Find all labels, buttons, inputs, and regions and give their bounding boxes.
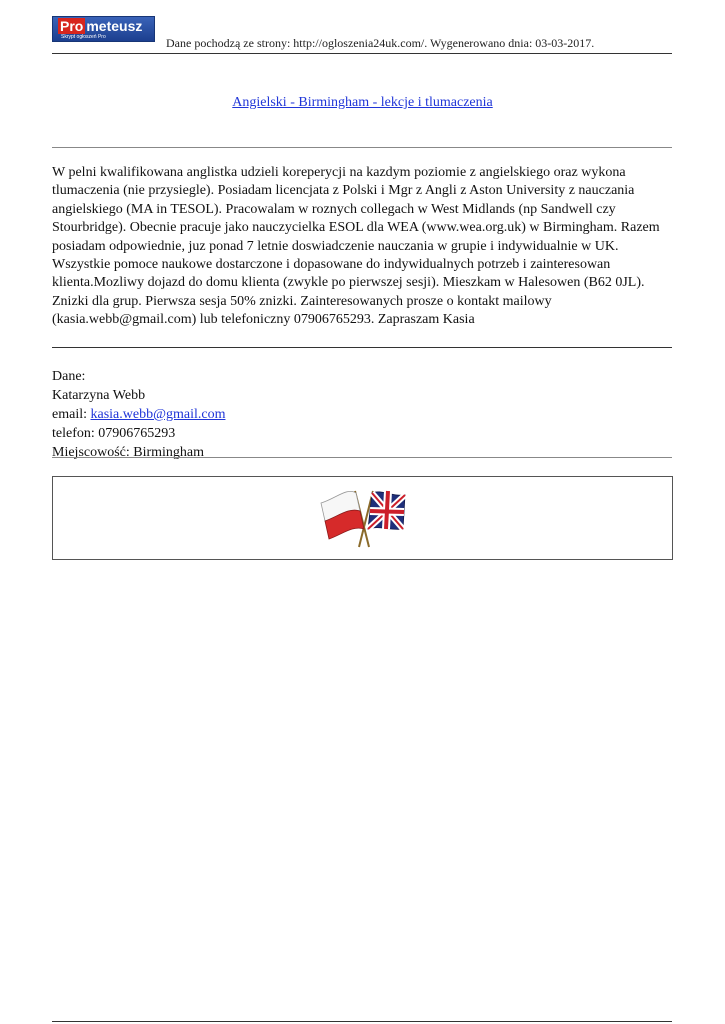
- contact-email-row: [52, 405, 225, 424]
- crossed-flags-poland-uk-icon: [317, 485, 409, 554]
- phone-value: 07906765293: [98, 426, 176, 441]
- city-label: Miejscowość:: [52, 445, 134, 460]
- source-header-text: Dane pochodzą ze strony: http://ogloszenia24uk.com/. Wygenerowano dnia: 03-03-2017.: [166, 36, 595, 50]
- phone-label: telefon:: [52, 426, 99, 441]
- contact-city-row: [52, 443, 225, 462]
- listing-image-box: [52, 476, 673, 560]
- header-divider: [52, 53, 672, 54]
- listing-description: W pelni kwalifikowana anglistka udzieli koreperycji na kazdym poziomie z angielskiego oraz wykona tlumaczenia (nie przysiegle). Posiadam licencjata z Polski i Mgr z Angli z Aston University z nauczania angielskiego (MA in TESOL). Pracowalam w roznych collegach w West Midlands (np Sandwell czy Stourbridge). Obecnie pracuje jako nauczycielka ESOL dla WEA (www.wea.org.uk) w Birmingham. Razem posiadam odpowiednie, juz ponad 7 letnie doswiadczenie nauczania w grupie i indywidualnie w UK. Wszystkie pomoce naukowe dostarczone i dopasowane do indywidualnych potrzeb i zainteresowan klienta.Mozliwy dojazd do domu klienta (zwykle po pierwszej sesji). Mieszkam w Halesowen (B62 0JL). Znizki dla grup. Pierwsza sesja 50% znizki. Zainteresowanych prosze o kontakt mailowy (kasia.webb@gmail.com) lub telefoniczny 07906765293. Zapraszam Kasia: [52, 165, 660, 328]
- contact-heading: Dane:: [52, 369, 86, 384]
- contact-phone-row: [52, 424, 225, 443]
- city-value: Birmingham: [133, 445, 205, 460]
- contact-divider: [52, 457, 672, 458]
- prometeusz-logo: [52, 16, 155, 42]
- poland-flag-icon: [321, 491, 364, 539]
- description-divider: [52, 347, 672, 348]
- logo-badge: Pro: [60, 18, 84, 34]
- email-link[interactable]: kasia.webb@gmail.com: [90, 407, 226, 422]
- title-divider: [52, 147, 672, 148]
- contact-name: Katarzyna Webb: [52, 388, 146, 403]
- email-label: email:: [52, 407, 91, 422]
- logo-rest: meteusz: [86, 18, 143, 34]
- uk-flag-icon: [368, 491, 405, 529]
- logo-wordmark: [58, 18, 142, 34]
- listing-title-link[interactable]: Angielski - Birmingham - lekcje i tlumaczenia: [232, 95, 493, 110]
- logo-tagline: Skrypt ogłoszeń Pro: [61, 34, 106, 40]
- contact-block: [52, 367, 225, 462]
- footer-divider: [52, 1021, 672, 1022]
- flags-svg: [317, 485, 409, 549]
